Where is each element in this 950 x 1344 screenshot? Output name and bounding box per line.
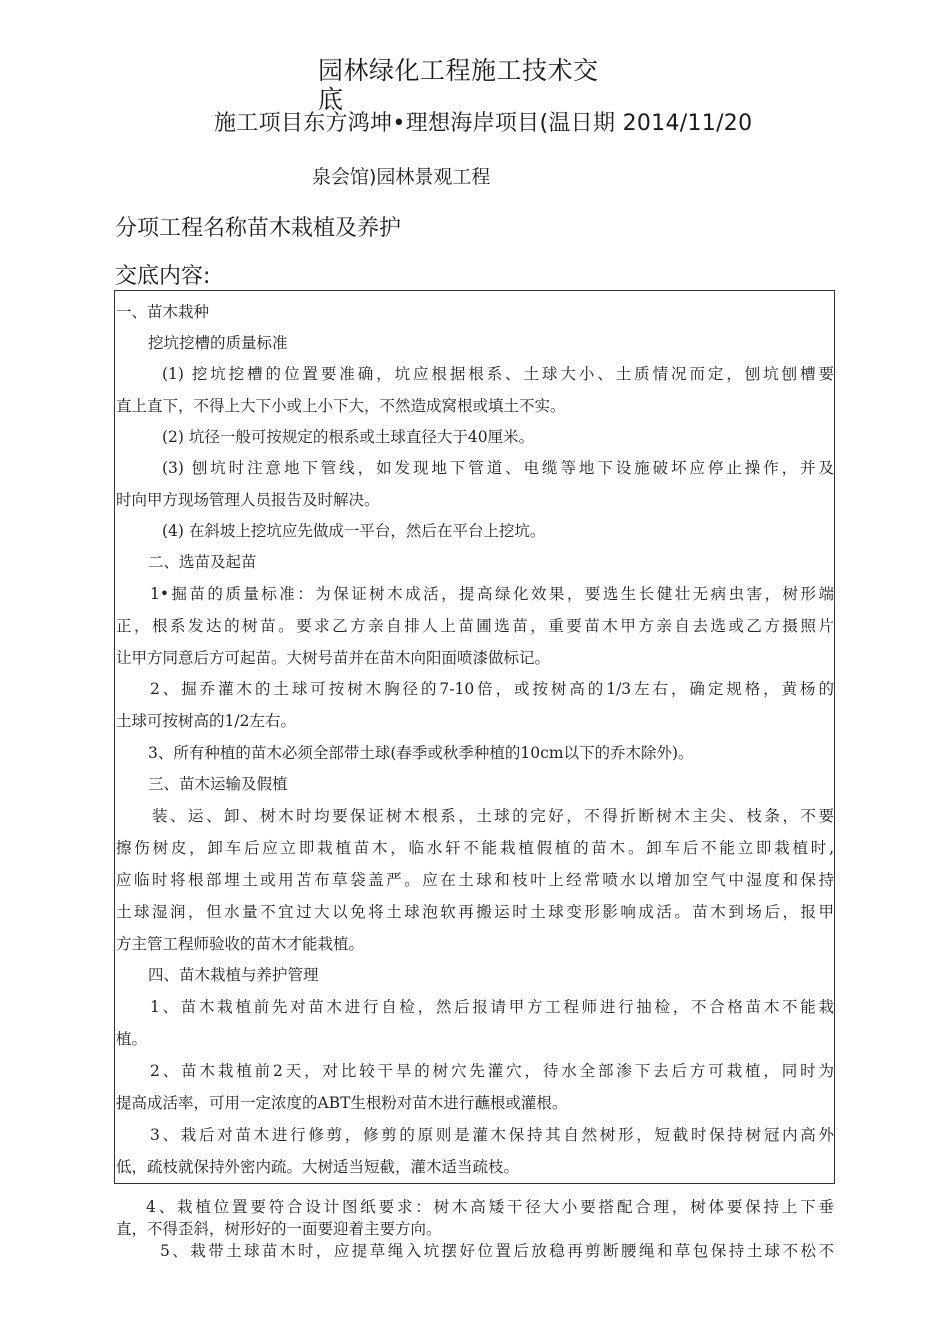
- sub-project-name: 苗木栽植及养护: [247, 216, 402, 241]
- paragraph-line: 3、栽后对苗木进行修剪，修剪的原则是灌木保持其自然树形，短截时保持树冠内高外: [150, 1126, 834, 1144]
- paragraph-line: 土球湿润，但水量不宜过大以免将土球泡软再搬运时土球变形影响成活。苗木到场后，报甲: [116, 903, 834, 921]
- paragraph-line: 应临时将根部埋土或用苫布草袋盖严。应在土球和枝叶上经常喷水以增加空气中湿度和保持: [116, 871, 834, 889]
- paragraph-line: 正，根系发达的树苗。要求乙方亲自排人上苗圃选苗，重要苗木甲方亲自去选或乙方摄照片: [116, 617, 834, 635]
- paragraph-line: 擦伤树皮，卸车后应立即栽植苗木，临水轩不能栽植假植的苗木。卸车后不能立即栽植时,: [116, 839, 834, 857]
- project-name-part2: 泉会馆)园林景观工程: [312, 166, 491, 188]
- paragraph-line: 让甲方同意后方可起苗。大树号苗并在苗木向阳面喷漆做标记。: [116, 649, 551, 667]
- paragraph-line: 时向甲方现场管理人员报告及时解决。: [116, 491, 380, 509]
- paragraph-line: 低，疏枝就保持外密内疏。大树适当短截，灌木适当疏枝。: [116, 1158, 520, 1176]
- paragraph-line: 土球可按树高的1/2左右。: [116, 712, 296, 730]
- paragraph-line: 2、苗木栽植前2天，对比较干旱的树穴先灌穴，待水全部渗下去后方可栽植，同时为: [150, 1062, 834, 1080]
- paragraph-line: 1•掘苗的质量标准：为保证树木成活，提高绿化效果，要选生长健壮无病虫害，树形端: [150, 585, 834, 603]
- content-label: 交底内容:: [115, 264, 211, 289]
- paragraph-line: (3) 刨坑时注意地下管线，如发现地下管道、电缆等地下设施破坏应停止操作，并及: [162, 459, 834, 477]
- paragraph-line: 2、掘乔灌木的土球可按树木胸径的7-10倍，或按树高的1/3左右，确定规格，黄杨的: [150, 680, 834, 698]
- date-label: 日期: [570, 111, 616, 136]
- paragraph-line: 提高成活率，可用一定浓度的ABT生根粉对苗木进行蘸根或灌根。: [116, 1094, 568, 1112]
- section-heading: 一、苗木栽种: [116, 303, 210, 321]
- project-name-part1: 东方鸿坤•理想海岸项目(温: [303, 111, 571, 136]
- paragraph-line: 直，不得歪斜，树形好的一面要迎着主要方向。: [116, 1220, 442, 1238]
- paragraph-line: 5、栽带土球苗木时，应提草绳入坑摆好位置后放稳再剪断腰绳和草包保持土球不松不: [160, 1242, 834, 1260]
- paragraph-line: 装、运、卸、树木时均要保证树木根系，土球的完好，不得折断树木主尖、枝条，不要: [152, 807, 834, 825]
- paragraph-line: (2) 坑径一般可按规定的根系或土球直径大于40厘米。: [162, 428, 535, 446]
- sub-heading: 挖坑挖槽的质量标准: [148, 334, 288, 352]
- section-heading: 三、苗木运输及假植: [148, 775, 288, 793]
- paragraph-line: 直上直下，不得上大下小或上小下大，不然造成窝根或填土不实。: [116, 397, 566, 415]
- project-line: [214, 106, 752, 137]
- paragraph-line: 3、所有种植的苗木必须全部带土球(春季或秋季种植的10cm以下的乔木除外)。: [148, 744, 694, 762]
- content-box: [114, 290, 835, 1184]
- section-heading: 二、选苗及起苗: [148, 553, 257, 571]
- section-heading: 四、苗木栽植与养护管理: [148, 966, 319, 984]
- paragraph-line: 植。: [116, 1030, 148, 1048]
- sub-project-label: 分项工程名称: [115, 216, 248, 241]
- paragraph-line: (1) 挖坑挖槽的位置要准确，坑应根据根系、土球大小、土质情况而定，刨坑刨槽要: [162, 365, 834, 383]
- paragraph-line: (4) 在斜坡上挖坑应先做成一平台，然后在平台上挖坑。: [162, 522, 546, 540]
- date-value: 2014/11/20: [622, 111, 753, 136]
- paragraph-line: 4、栽植位置要符合设计图纸要求：树木高矮干径大小要搭配合理，树体要保持上下垂: [146, 1198, 834, 1216]
- sub-project-line: [115, 211, 401, 242]
- paragraph-line: 方主管工程师验收的苗木才能栽植。: [116, 935, 365, 953]
- project-label: 施工项目: [214, 111, 304, 136]
- paragraph-line: 1、苗木栽植前先对苗木进行自检，然后报请甲方工程师进行抽检，不合格苗木不能栽: [150, 998, 834, 1016]
- document-title: 园林绿化工程施工技术交底: [318, 56, 599, 114]
